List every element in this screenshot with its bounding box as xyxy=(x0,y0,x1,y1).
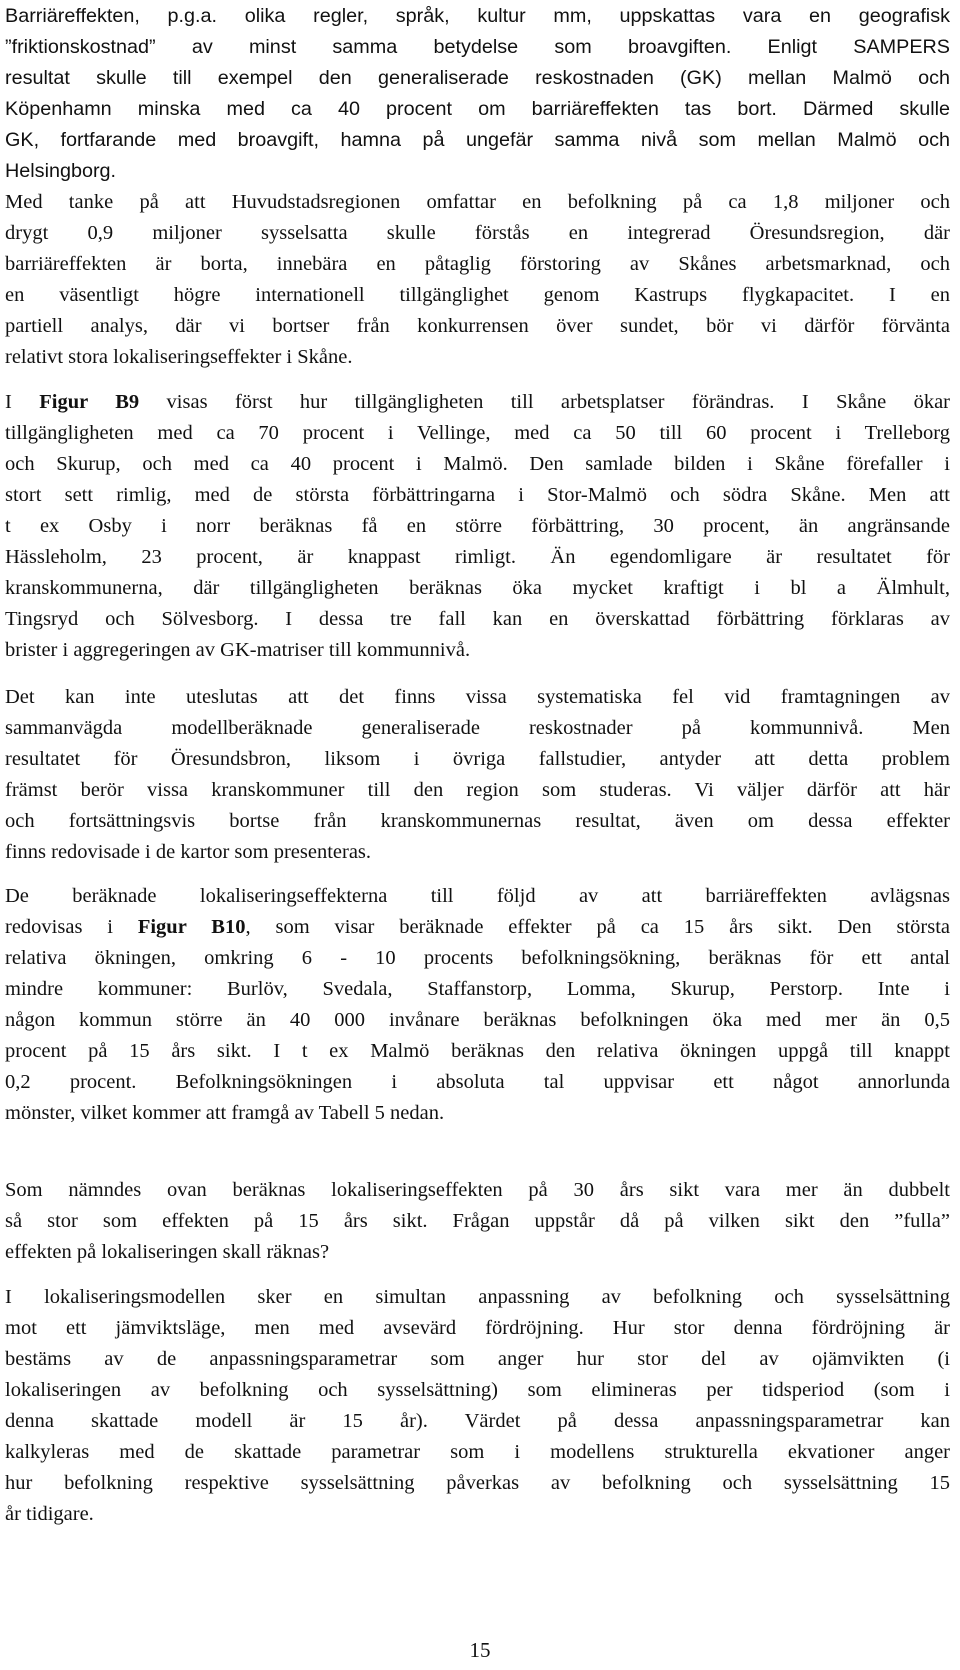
text-line: denna skattade modell är 15 år). Värdet på dessa anpassningsparametrar kan xyxy=(5,1410,950,1432)
text-line: sammanvägda modellberäknade generaliserade reskostnader på kommunnivå. Men xyxy=(5,717,950,739)
text-line: Det kan inte uteslutas att det finns vissa systematiska fel vid framtagningen av xyxy=(5,686,950,708)
text-line: och fortsättningsvis bortse från kranskommunernas resultat, även om dessa effekter xyxy=(5,810,950,832)
text-line: kranskommunerna, där tillgängligheten beräknas öka mycket kraftigt i bl a Älmhult, xyxy=(5,577,950,599)
text-line: någon kommun större än 40 000 invånare beräknas befolkningen öka med mer än 0,5 xyxy=(5,1009,950,1031)
figure-reference: Figur B10 xyxy=(137,916,246,938)
text-line: främst berör vissa kranskommuner till den region som studeras. Vi väljer därför att här xyxy=(5,779,950,801)
text-line: bestäms av de anpassningsparametrar som anger hur stor del av ojämvikten (i xyxy=(5,1348,950,1370)
text-line: kalkyleras med de skattade parametrar som i modellens strukturella ekvationer anger xyxy=(5,1441,950,1463)
paragraph-capital-region xyxy=(5,187,950,373)
text-segment: I xyxy=(5,391,40,413)
text-line: barriäreffekten är borta, innebära en påtaglig förstoring av Skånes arbetsmarknad, och xyxy=(5,253,950,275)
text-line: lokaliseringen av befolkning och sysselsättning) som elimineras per tidsperiod (som i xyxy=(5,1379,950,1401)
text-line: så stor som effekten på 15 års sikt. Frågan uppstår då på vilken sikt den ”fulla” xyxy=(5,1210,950,1232)
text-line: Helsingborg. xyxy=(5,160,117,182)
paragraph-figure-b9 xyxy=(5,387,950,666)
text-line: I lokaliseringsmodellen sker en simultan anpassning av befolkning och sysselsättning xyxy=(5,1286,950,1308)
text-line: t ex Osby i norr beräknas få en större förbättring, 30 procent, än angränsande xyxy=(5,515,950,537)
text-line: tillgängligheten med ca 70 procent i Vellinge, med ca 50 till 60 procent i Trelleborg xyxy=(5,422,950,444)
text-line: brister i aggregeringen av GK-matriser till kommunnivå. xyxy=(5,639,471,661)
text-line: mindre kommuner: Burlöv, Svedala, Staffanstorp, Lomma, Skurup, Perstorp. Inte i xyxy=(5,978,950,1000)
text-line: Köpenhamn minska med ca 40 procent om barriäreffekten tas bort. Därmed skulle xyxy=(5,98,950,120)
text-line: ”friktionskostnad” av minst samma betydelse som broavgiften. Enligt SAMPERS xyxy=(5,36,950,58)
text-line: finns redovisade i de kartor som presenteras. xyxy=(5,841,372,863)
text-line: år tidigare. xyxy=(5,1503,94,1525)
text-line: 0,2 procent. Befolkningsökningen i absoluta tal uppvisar ett något annorlunda xyxy=(5,1071,950,1093)
text-line xyxy=(5,387,950,418)
figure-reference: Figur B9 xyxy=(39,391,140,413)
text-line: drygt 0,9 miljoner sysselsatta skulle förstås en integrerad Öresundsregion, där xyxy=(5,222,950,244)
paragraph-localization-model xyxy=(5,1282,950,1530)
text-line: partiell analys, där vi bortser från konkurrensen över sundet, bör vi därför förvänta xyxy=(5,315,950,337)
text-line: Med tanke på att Huvudstadsregionen omfattar en befolkning på ca 1,8 miljoner och xyxy=(5,191,950,213)
text-line: Barriäreffekten, p.g.a. olika regler, språk, kultur mm, uppskattas vara en geografisk xyxy=(5,5,950,27)
paragraph-30-year-effect xyxy=(5,1175,950,1268)
text-line: Som nämndes ovan beräknas lokaliseringseffekten på 30 års sikt vara mer än dubbelt xyxy=(5,1179,950,1201)
text-line: relativt stora lokaliseringseffekter i Skåne. xyxy=(5,346,353,368)
text-line: Tingsryd och Sölvesborg. I dessa tre fall kan en överskattad förbättring förklaras av xyxy=(5,608,950,630)
text-segment: redovisas i xyxy=(5,916,138,938)
text-line: GK, fortfarande med broavgift, hamna på ungefär samma nivå som mellan Malmö och xyxy=(5,129,950,151)
paragraph-figure-b10 xyxy=(5,881,950,1129)
text-line: De beräknade lokaliseringseffekterna till följd av att barriäreffekten avlägsnas xyxy=(5,885,950,907)
text-line: och Skurup, och med ca 40 procent i Malmö. Den samlade bilden i Skåne förefaller i xyxy=(5,453,950,475)
page-number: 15 xyxy=(469,1638,491,1662)
text-line: procent på 15 års sikt. I t ex Malmö beräknas den relativa ökningen uppgå till knappt xyxy=(5,1040,950,1062)
text-line: mot ett jämviktsläge, men med avsevärd fördröjning. Hur stor denna fördröjning är xyxy=(5,1317,950,1339)
paragraph-barrier-effect xyxy=(5,1,950,187)
text-line: stort sett rimlig, med de största förbättringarna i Stor-Malmö och södra Skåne. Men att xyxy=(5,484,950,506)
text-line: Hässleholm, 23 procent, är knappast rimligt. Än egendomligare är resultatet för xyxy=(5,546,950,568)
text-line: relativa ökningen, omkring 6 - 10 procents befolkningsökning, beräknas för ett antal xyxy=(5,947,950,969)
text-line: en väsentligt högre internationell tillgänglighet genom Kastrups flygkapacitet. I en xyxy=(5,284,950,306)
text-line: hur befolkning respektive sysselsättning påverkas av befolkning och sysselsättning 15 xyxy=(5,1472,950,1494)
text-line: resultatet för Öresundsbron, liksom i övriga fallstudier, antyder att detta problem xyxy=(5,748,950,770)
text-segment: , som visar beräknade effekter på ca 15 års sikt. Den största xyxy=(245,916,951,938)
text-line: mönster, vilket kommer att framgå av Tabell 5 nedan. xyxy=(5,1102,445,1124)
paragraph-systematic-errors xyxy=(5,682,950,868)
text-segment: visas först hur tillgängligheten till arbetsplatser förändras. I Skåne ökar xyxy=(139,391,950,413)
text-line: effekten på lokaliseringen skall räknas? xyxy=(5,1241,330,1263)
text-line xyxy=(5,912,950,943)
text-line: resultat skulle till exempel den generaliserade reskostnaden (GK) mellan Malmö och xyxy=(5,67,950,89)
